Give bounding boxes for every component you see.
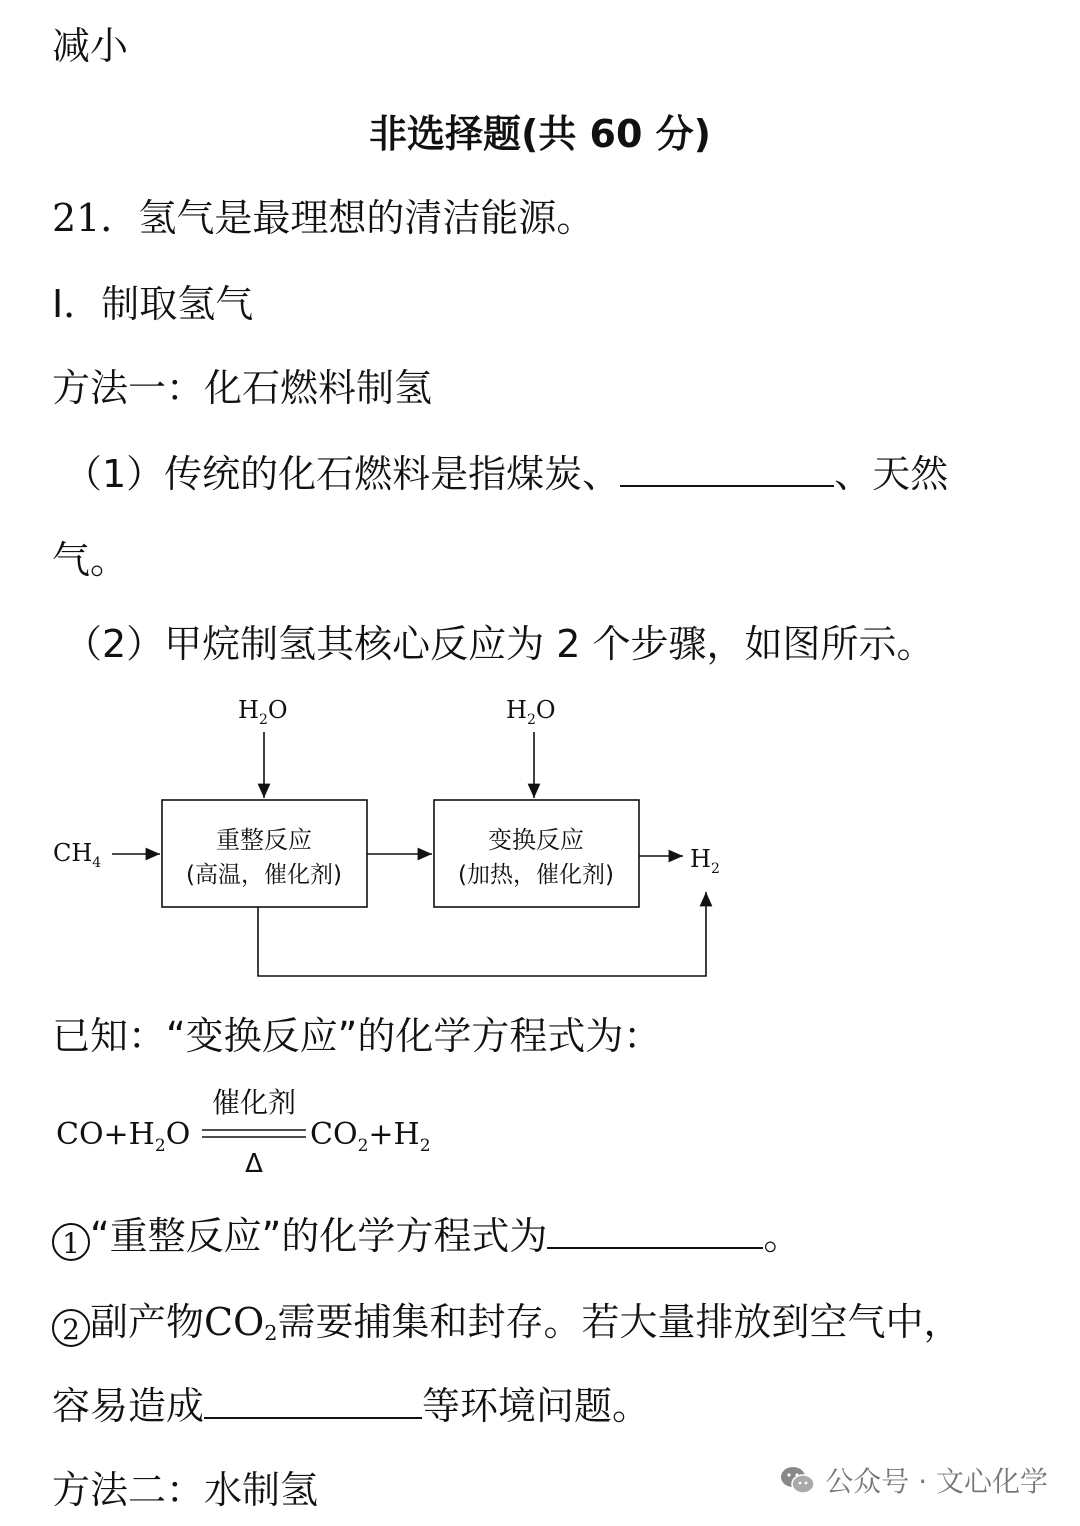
watermark [779, 1460, 1048, 1500]
equation-products: $CO_2+H_2$ [310, 1117, 431, 1156]
h2o-label-1: $H_2O$ [238, 696, 288, 728]
watermark-text: 公众号 · 文心化学 [825, 1465, 1048, 1498]
section-title: 非选择题(共 60 分) [368, 112, 712, 156]
subquestion-2: （2）甲烷制氢其核心反应为 2 个步骤，如图所示。 [64, 622, 935, 666]
item-1 [52, 1212, 801, 1261]
ch4-label: $CH_4$ [53, 839, 102, 871]
wechat-icon [779, 1465, 815, 1495]
shift-reaction-equation [56, 1080, 476, 1180]
item-2-wrap-prefix: 容易造成 [52, 1384, 205, 1428]
answer-blank-2[interactable] [547, 1213, 763, 1249]
answer-blank-3[interactable] [204, 1383, 422, 1419]
equation-reactants: $CO+H_2O$ [56, 1117, 191, 1156]
item-2 [52, 1298, 962, 1357]
subquestion-1-wrap: 气。 [52, 538, 129, 582]
item-2-marker: 2 [52, 1309, 90, 1347]
item-1-end: 。 [763, 1214, 802, 1258]
catalyst-condition: 催化剂 [211, 1086, 297, 1119]
item-1-marker: 1 [52, 1223, 90, 1261]
question-number: 21． [52, 196, 139, 240]
item-2-text: 需要捕集和封存。若大量排放到空气中， [277, 1300, 962, 1344]
h2-label: $H_2$ [690, 845, 720, 877]
heat-condition: Δ [245, 1149, 263, 1179]
item-1-text: “重整反应”的化学方程式为 [90, 1214, 548, 1258]
known-statement: 已知：“变换反应”的化学方程式为： [52, 1014, 662, 1058]
question-21-stem [52, 194, 594, 242]
reforming-reaction-label: 重整反应 [216, 826, 312, 854]
item-2-prefix: 副产物 [90, 1300, 205, 1344]
part-1-heading: I．制取氢气 [52, 282, 254, 326]
method-1-heading: 方法一：化石燃料制氢 [52, 366, 433, 410]
item-2-wrap-suffix: 等环境问题。 [422, 1384, 651, 1428]
reforming-conditions-label: (高温，催化剂) [186, 862, 342, 888]
item-2-wrap [52, 1382, 650, 1430]
previous-answer: 减小 [52, 24, 129, 68]
shift-conditions-label: (加热，催化剂) [458, 862, 614, 888]
item-2-formula: $CO_2$ [204, 1300, 278, 1346]
subquestion-1 [64, 450, 948, 498]
shift-reaction-label: 变换反应 [488, 826, 584, 854]
question-stem-text: 氢气是最理想的清洁能源。 [138, 196, 595, 240]
method-2-heading: 方法二：水制氢 [52, 1468, 319, 1512]
subquestion-1-suffix: 、天然 [834, 452, 949, 496]
subquestion-1-prefix: （1）传统的化石燃料是指煤炭、 [64, 452, 621, 496]
methane-reforming-diagram [40, 680, 740, 990]
answer-blank-1[interactable] [620, 451, 834, 487]
h2o-label-2: $H_2O$ [506, 696, 556, 728]
